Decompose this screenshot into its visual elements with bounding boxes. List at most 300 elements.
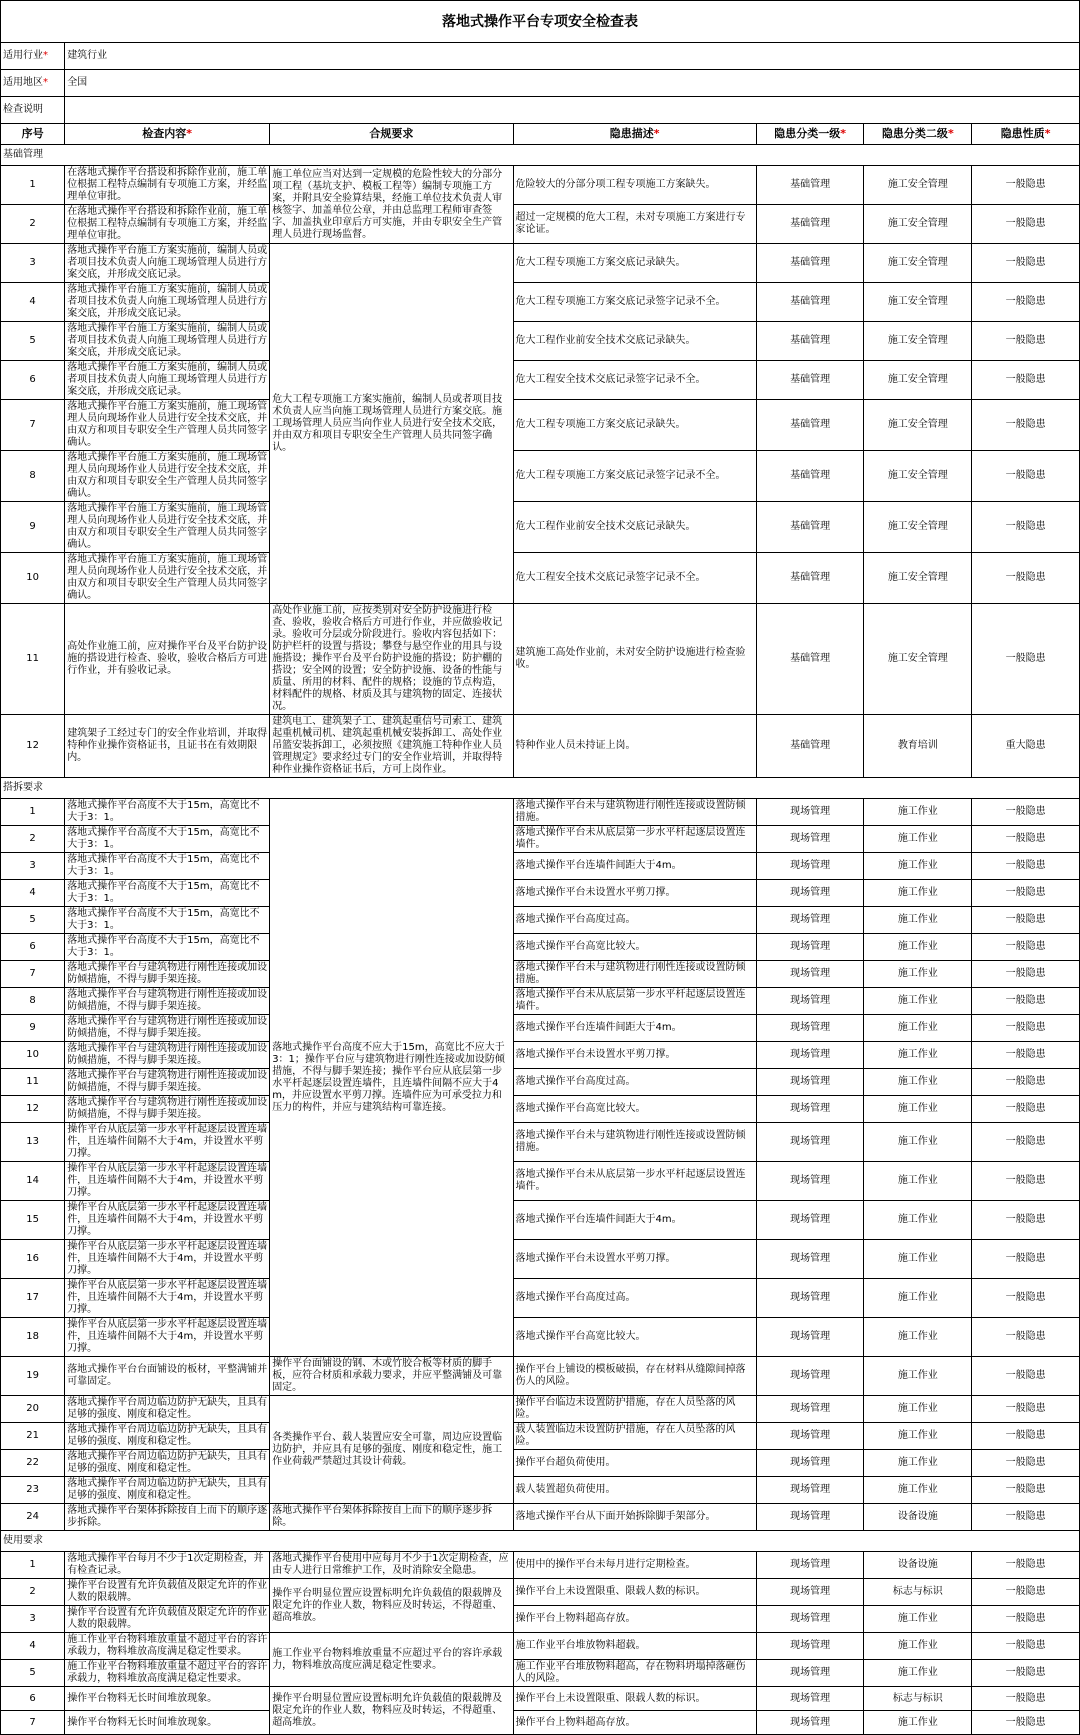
hazard-nature: 一般隐患 (972, 1477, 1080, 1504)
hazard-category-2: 施工作业 (864, 853, 972, 880)
meta-label (1, 70, 65, 97)
check-content: 落地式操作平台与建筑物进行刚性连接或加设防倾措施，不得与脚手架连接。 (65, 1069, 270, 1096)
table-row (1, 1069, 1080, 1096)
column-header (270, 124, 513, 145)
hazard-description: 危大工程安全技术交底记录签字记录不全。 (513, 553, 756, 604)
row-number: 5 (1, 322, 65, 361)
table-row (1, 1096, 1080, 1123)
hazard-nature: 一般隐患 (972, 244, 1080, 283)
hazard-description: 超过一定规模的危大工程，未对专项施工方案进行专家论证。 (513, 205, 756, 244)
hazard-description: 落地式操作平台未从底层第一步水平杆起逐层设置连墙件。 (513, 988, 756, 1015)
table-row (1, 283, 1080, 322)
row-number: 5 (1, 1660, 65, 1687)
compliance-requirement: 危大工程专项施工方案实施前，编制人员或者项目技术负责人应当向施工现场管理人员进行方案交底。施工现场管理人员应当向作业人员进行安全技术交底，并由双方和项目专职安全生产管理人员共同签字确认。 (270, 244, 513, 604)
hazard-category-2: 施工作业 (864, 1069, 972, 1096)
table-row (1, 322, 1080, 361)
row-number: 6 (1, 361, 65, 400)
hazard-description: 危大工程专项施工方案交底记录签字记录不全。 (513, 283, 756, 322)
row-number: 6 (1, 934, 65, 961)
hazard-category-2: 施工作业 (864, 880, 972, 907)
hazard-category-1: 基础管理 (756, 244, 864, 283)
check-content: 操作平台从底层第一步水平杆起逐层设置连墙件，且连墙件间隔不大于4m，并设置水平剪刀撑。 (65, 1318, 270, 1357)
hazard-nature: 一般隐患 (972, 205, 1080, 244)
hazard-description: 落地式操作平台高度过高。 (513, 1279, 756, 1318)
column-header-text: 隐患分类一级 (774, 127, 841, 140)
row-number: 19 (1, 1357, 65, 1396)
hazard-nature: 一般隐患 (972, 322, 1080, 361)
table-row (1, 934, 1080, 961)
hazard-category-2: 施工安全管理 (864, 166, 972, 205)
hazard-nature: 一般隐患 (972, 1162, 1080, 1201)
hazard-category-2: 施工安全管理 (864, 244, 972, 283)
row-number: 18 (1, 1318, 65, 1357)
meta-row (1, 70, 1080, 97)
hazard-category-1: 基础管理 (756, 715, 864, 778)
hazard-category-1: 现场管理 (756, 1633, 864, 1660)
header-required-mark: * (653, 127, 660, 140)
hazard-category-1: 基础管理 (756, 205, 864, 244)
table-row (1, 1450, 1080, 1477)
hazard-category-2: 施工作业 (864, 1201, 972, 1240)
hazard-category-2: 施工作业 (864, 1240, 972, 1279)
hazard-nature: 一般隐患 (972, 1711, 1080, 1735)
hazard-nature: 一般隐患 (972, 1069, 1080, 1096)
check-content: 施工作业平台物料堆放重量不超过平台的容许承载力，物料堆放高度满足稳定性要求。 (65, 1633, 270, 1660)
hazard-category-2: 施工安全管理 (864, 205, 972, 244)
hazard-category-2: 施工安全管理 (864, 283, 972, 322)
header-required-mark: * (947, 127, 954, 140)
hazard-description: 落地式操作平台从下面开始拆除脚手架部分。 (513, 1504, 756, 1531)
row-number: 7 (1, 1711, 65, 1735)
table-row (1, 1660, 1080, 1687)
row-number: 20 (1, 1396, 65, 1423)
table-row (1, 1552, 1080, 1579)
row-number: 4 (1, 283, 65, 322)
check-content: 落地式操作平台施工方案实施前，编制人员或者项目技术负责人向施工现场管理人员进行方案交底，并形成交底记录。 (65, 361, 270, 400)
check-content: 落地式操作平台施工方案实施前，施工现场管理人员向现场作业人员进行安全技术交底，并由双方和项目专职安全生产管理人员共同签字确认。 (65, 553, 270, 604)
hazard-category-1: 现场管理 (756, 1579, 864, 1606)
hazard-nature: 一般隐患 (972, 1606, 1080, 1633)
row-number: 7 (1, 400, 65, 451)
check-content: 落地式操作平台高度不大于15m，高宽比不大于3：1。 (65, 934, 270, 961)
table-row (1, 502, 1080, 553)
check-content: 落地式操作平台施工方案实施前，编制人员或者项目技术负责人向施工现场管理人员进行方案交底，并形成交底记录。 (65, 244, 270, 283)
hazard-category-1: 现场管理 (756, 1660, 864, 1687)
column-header-text: 隐患分类二级 (881, 127, 948, 140)
hazard-category-2: 施工作业 (864, 1633, 972, 1660)
hazard-nature: 一般隐患 (972, 1423, 1080, 1450)
row-number: 14 (1, 1162, 65, 1201)
hazard-description: 操作平台上未设置限重、限载人数的标识。 (513, 1579, 756, 1606)
hazard-category-1: 基础管理 (756, 400, 864, 451)
hazard-category-1: 现场管理 (756, 1240, 864, 1279)
check-content: 落地式操作平台高度不大于15m，高宽比不大于3：1。 (65, 880, 270, 907)
table-row (1, 1423, 1080, 1450)
table-row (1, 1042, 1080, 1069)
section-row (1, 1531, 1080, 1552)
hazard-category-2: 施工作业 (864, 988, 972, 1015)
hazard-nature: 一般隐患 (972, 961, 1080, 988)
table-row (1, 880, 1080, 907)
hazard-category-2: 施工安全管理 (864, 361, 972, 400)
hazard-description: 载人装置临边未设置防护措施，存在人员坠落的风险。 (513, 1423, 756, 1450)
section-title: 搭拆要求 (1, 778, 1080, 799)
hazard-description: 操作平台上物料超高存放。 (513, 1711, 756, 1735)
row-number: 1 (1, 1552, 65, 1579)
hazard-description: 落地式操作平台连墙件间距大于4m。 (513, 1015, 756, 1042)
column-header (65, 124, 270, 145)
hazard-description: 操作平台超负荷使用。 (513, 1450, 756, 1477)
page-title: 落地式操作平台专项安全检查表 (1, 1, 1080, 43)
table-row (1, 1318, 1080, 1357)
hazard-description: 危大工程专项施工方案交底记录签字记录不全。 (513, 451, 756, 502)
meta-required-mark: * (43, 50, 48, 61)
header-row (1, 124, 1080, 145)
table-row (1, 1606, 1080, 1633)
hazard-description: 落地式操作平台未与建筑物进行刚性连接或设置防倾措施。 (513, 961, 756, 988)
hazard-category-2: 施工安全管理 (864, 553, 972, 604)
row-number: 4 (1, 1633, 65, 1660)
hazard-category-1: 现场管理 (756, 1318, 864, 1357)
hazard-nature: 一般隐患 (972, 1504, 1080, 1531)
hazard-category-1: 现场管理 (756, 961, 864, 988)
table-row (1, 451, 1080, 502)
table-row (1, 361, 1080, 400)
row-number: 17 (1, 1279, 65, 1318)
row-number: 11 (1, 1069, 65, 1096)
column-header (864, 124, 972, 145)
hazard-nature: 重大隐患 (972, 715, 1080, 778)
hazard-description: 施工作业平台堆放物料超高，存在物料坍塌掉落砸伤人的风险。 (513, 1660, 756, 1687)
table-row (1, 853, 1080, 880)
hazard-nature: 一般隐患 (972, 1357, 1080, 1396)
column-header-text: 隐患描述 (609, 127, 654, 140)
row-number: 8 (1, 451, 65, 502)
check-content: 操作平台从底层第一步水平杆起逐层设置连墙件，且连墙件间隔不大于4m，并设置水平剪刀撑。 (65, 1201, 270, 1240)
hazard-description: 落地式操作平台未与建筑物进行刚性连接或设置防倾措施。 (513, 1123, 756, 1162)
hazard-nature: 一般隐患 (972, 880, 1080, 907)
hazard-description: 载人装置超负荷使用。 (513, 1477, 756, 1504)
header-required-mark: * (1044, 127, 1051, 140)
compliance-requirement: 落地式操作平台使用中应每月不少于1次定期检查，应由专人进行日常维护工作，及时消除安全隐患。 (270, 1552, 513, 1579)
hazard-category-1: 现场管理 (756, 934, 864, 961)
hazard-nature: 一般隐患 (972, 166, 1080, 205)
check-content: 在落地式操作平台搭设和拆除作业前，施工单位根据工程特点编制有专项施工方案，并经监理单位审批。 (65, 166, 270, 205)
hazard-category-2: 施工作业 (864, 907, 972, 934)
compliance-requirement: 落地式操作平台架体拆除按自上而下的顺序逐步拆除。 (270, 1504, 513, 1531)
row-number: 3 (1, 1606, 65, 1633)
check-content: 落地式操作平台施工方案实施前，编制人员或者项目技术负责人向施工现场管理人员进行方案交底，并形成交底记录。 (65, 322, 270, 361)
check-content: 操作平台物料无长时间堆放现象。 (65, 1687, 270, 1711)
check-content: 落地式操作平台每月不少于1次定期检查，并有检查记录。 (65, 1552, 270, 1579)
hazard-description: 落地式操作平台高度过高。 (513, 1069, 756, 1096)
meta-label-text: 适用行业 (3, 50, 43, 61)
column-header (756, 124, 864, 145)
check-content: 落地式操作平台周边临边防护无缺失，且具有足够的强度、刚度和稳定性。 (65, 1450, 270, 1477)
hazard-nature: 一般隐患 (972, 1201, 1080, 1240)
section-row (1, 778, 1080, 799)
hazard-nature: 一般隐患 (972, 1396, 1080, 1423)
hazard-category-2: 施工作业 (864, 1396, 972, 1423)
hazard-description: 施工作业平台堆放物料超载。 (513, 1633, 756, 1660)
hazard-nature: 一般隐患 (972, 1015, 1080, 1042)
hazard-nature: 一般隐患 (972, 799, 1080, 826)
check-content: 施工作业平台物料堆放重量不超过平台的容许承载力，物料堆放高度满足稳定性要求。 (65, 1660, 270, 1687)
table-row (1, 907, 1080, 934)
hazard-category-1: 现场管理 (756, 1279, 864, 1318)
compliance-requirement: 各类操作平台、载人装置应安全可靠，周边应设置临边防护，并应具有足够的强度、刚度和稳定性，施工作业荷载严禁超过其设计荷载。 (270, 1396, 513, 1504)
check-content: 落地式操作平台高度不大于15m，高宽比不大于3：1。 (65, 826, 270, 853)
hazard-category-2: 施工作业 (864, 1318, 972, 1357)
hazard-nature: 一般隐患 (972, 1279, 1080, 1318)
check-content: 在落地式操作平台搭设和拆除作业前，施工单位根据工程特点编制有专项施工方案，并经监理单位审批。 (65, 205, 270, 244)
hazard-nature: 一般隐患 (972, 907, 1080, 934)
hazard-category-1: 现场管理 (756, 1504, 864, 1531)
hazard-nature: 一般隐患 (972, 1687, 1080, 1711)
hazard-category-1: 现场管理 (756, 1687, 864, 1711)
row-number: 9 (1, 1015, 65, 1042)
hazard-category-1: 现场管理 (756, 1201, 864, 1240)
table-row (1, 1579, 1080, 1606)
meta-label (1, 43, 65, 70)
hazard-description: 操作平台上未设置限重、限载人数的标识。 (513, 1687, 756, 1711)
hazard-category-1: 现场管理 (756, 1162, 864, 1201)
hazard-nature: 一般隐患 (972, 1660, 1080, 1687)
compliance-requirement: 施工作业平台物料堆放重量不应超过平台的容许承载力，物料堆放高度应满足稳定性要求。 (270, 1633, 513, 1687)
row-number: 1 (1, 799, 65, 826)
hazard-category-1: 基础管理 (756, 553, 864, 604)
check-content: 操作平台物料无长时间堆放现象。 (65, 1711, 270, 1735)
check-content: 落地式操作平台与建筑物进行刚性连接或加设防倾措施，不得与脚手架连接。 (65, 1015, 270, 1042)
hazard-category-2: 施工作业 (864, 1015, 972, 1042)
table-row (1, 1504, 1080, 1531)
table-row (1, 1201, 1080, 1240)
check-content: 落地式操作平台高度不大于15m，高宽比不大于3：1。 (65, 853, 270, 880)
row-number: 15 (1, 1201, 65, 1240)
hazard-nature: 一般隐患 (972, 826, 1080, 853)
hazard-category-2: 施工安全管理 (864, 502, 972, 553)
hazard-nature: 一般隐患 (972, 1096, 1080, 1123)
hazard-category-2: 施工作业 (864, 1123, 972, 1162)
column-header-text: 检查内容 (142, 127, 187, 140)
row-number: 7 (1, 961, 65, 988)
compliance-requirement: 高处作业施工前，应按类别对安全防护设施进行检查、验收，验收合格后方可进行作业，并应做验收记录。验收可分层或分阶段进行。验收内容包括如下：防护栏杆的设置与搭设；攀登与悬空作业的用具与设施搭设；操作平台及平台防护设施的搭设；防护棚的搭设；安全网的设置；安全防护设施、设备的性能与质量、所用的材料、配件的规格；设施的节点构造，材料配件的规格、材质及其与建筑物的固定、连接状况。 (270, 604, 513, 715)
hazard-description: 危大工程专项施工方案交底记录缺失。 (513, 400, 756, 451)
hazard-category-1: 基础管理 (756, 361, 864, 400)
meta-row (1, 43, 1080, 70)
row-number: 2 (1, 826, 65, 853)
meta-value: 全国 (65, 70, 1080, 97)
hazard-nature: 一般隐患 (972, 361, 1080, 400)
row-number: 6 (1, 1687, 65, 1711)
row-number: 4 (1, 880, 65, 907)
section-title: 基础管理 (1, 145, 1080, 166)
column-header (972, 124, 1080, 145)
row-number: 5 (1, 907, 65, 934)
hazard-category-1: 现场管理 (756, 1096, 864, 1123)
hazard-description: 落地式操作平台未从底层第一步水平杆起逐层设置连墙件。 (513, 826, 756, 853)
hazard-category-1: 现场管理 (756, 1396, 864, 1423)
hazard-nature: 一般隐患 (972, 553, 1080, 604)
hazard-description: 使用中的操作平台未每月进行定期检查。 (513, 1552, 756, 1579)
hazard-nature: 一般隐患 (972, 853, 1080, 880)
hazard-category-1: 基础管理 (756, 451, 864, 502)
check-content: 操作平台设置有允许负载值及限定允许的作业人数的限载牌。 (65, 1606, 270, 1633)
hazard-category-2: 设备设施 (864, 1552, 972, 1579)
hazard-category-1: 现场管理 (756, 826, 864, 853)
row-number: 22 (1, 1450, 65, 1477)
hazard-category-1: 现场管理 (756, 907, 864, 934)
row-number: 21 (1, 1423, 65, 1450)
hazard-nature: 一般隐患 (972, 1633, 1080, 1660)
row-number: 2 (1, 205, 65, 244)
row-number: 1 (1, 166, 65, 205)
table-row (1, 988, 1080, 1015)
hazard-category-1: 现场管理 (756, 1042, 864, 1069)
hazard-category-2: 施工安全管理 (864, 604, 972, 715)
compliance-requirement: 落地式操作平台高度不应大于15m，高宽比不应大于3：1；操作平台应与建筑物进行刚性连接或加设防倾措施，不得与脚手架连接；操作平台应从底层第一步水平杆起逐层设置连墙件，且连墙件间隔不应大于4m，并应设置水平剪刀撑。连墙件应为可承受拉力和压力的构件，并应与建筑结构可靠连接。 (270, 799, 513, 1357)
table-row (1, 1015, 1080, 1042)
table-row (1, 1162, 1080, 1201)
hazard-category-2: 施工作业 (864, 1042, 972, 1069)
check-content: 落地式操作平台施工方案实施前，施工现场管理人员向现场作业人员进行安全技术交底，并由双方和项目专职安全生产管理人员共同签字确认。 (65, 400, 270, 451)
check-content: 高处作业施工前，应对操作平台及平台防护设施的搭设进行检查、验收，验收合格后方可进行作业，并有验收记录。 (65, 604, 270, 715)
hazard-description: 落地式操作平台未从底层第一步水平杆起逐层设置连墙件。 (513, 1162, 756, 1201)
hazard-category-1: 现场管理 (756, 1450, 864, 1477)
meta-value (65, 97, 1080, 124)
section-title: 使用要求 (1, 1531, 1080, 1552)
hazard-category-2: 施工作业 (864, 1162, 972, 1201)
table-row (1, 715, 1080, 778)
hazard-category-1: 现场管理 (756, 1123, 864, 1162)
hazard-category-2: 施工作业 (864, 1357, 972, 1396)
hazard-nature: 一般隐患 (972, 1579, 1080, 1606)
hazard-category-1: 基础管理 (756, 166, 864, 205)
hazard-category-2: 设备设施 (864, 1504, 972, 1531)
hazard-category-1: 现场管理 (756, 1015, 864, 1042)
hazard-description: 落地式操作平台未设置水平剪刀撑。 (513, 1240, 756, 1279)
hazard-nature: 一般隐患 (972, 400, 1080, 451)
compliance-requirement: 施工单位应当对达到一定规模的危险性较大的分部分项工程（基坑支护、模板工程等）编制专项施工方案，并附具安全验算结果，经施工单位技术负责人审核签字、加盖单位公章，并由总监理工程师审查签字、加盖执业印章后方可实施，并由专职安全生产管理人员进行现场监督。 (270, 166, 513, 244)
meta-row (1, 97, 1080, 124)
table-row (1, 1123, 1080, 1162)
row-number: 8 (1, 988, 65, 1015)
meta-required-mark: * (43, 77, 48, 88)
compliance-requirement: 建筑电工、建筑架子工、建筑起重信号司索工、建筑起重机械司机、建筑起重机械安装拆卸工、高处作业吊篮安装拆卸工，必须按照《建筑施工特种作业人员管理规定》要求经过专门的安全作业培训，并取得特种作业操作资格证书后，方可上岗作业。 (270, 715, 513, 778)
check-content: 操作平台从底层第一步水平杆起逐层设置连墙件，且连墙件间隔不大于4m，并设置水平剪刀撑。 (65, 1123, 270, 1162)
row-number: 9 (1, 502, 65, 553)
check-content: 落地式操作平台施工方案实施前，施工现场管理人员向现场作业人员进行安全技术交底，并由双方和项目专职安全生产管理人员共同签字确认。 (65, 451, 270, 502)
check-content: 操作平台从底层第一步水平杆起逐层设置连墙件，且连墙件间隔不大于4m，并设置水平剪刀撑。 (65, 1240, 270, 1279)
row-number: 10 (1, 1042, 65, 1069)
table-row (1, 1240, 1080, 1279)
hazard-description: 操作平台上物料超高存放。 (513, 1606, 756, 1633)
hazard-nature: 一般隐患 (972, 1552, 1080, 1579)
hazard-description: 落地式操作平台高宽比较大。 (513, 1318, 756, 1357)
check-content: 落地式操作平台周边临边防护无缺失，且具有足够的强度、刚度和稳定性。 (65, 1423, 270, 1450)
meta-label-text: 适用地区 (3, 77, 43, 88)
row-number: 13 (1, 1123, 65, 1162)
hazard-category-2: 施工作业 (864, 826, 972, 853)
hazard-nature: 一般隐患 (972, 451, 1080, 502)
meta-label (1, 97, 65, 124)
hazard-category-1: 现场管理 (756, 1711, 864, 1735)
hazard-description: 落地式操作平台未与建筑物进行刚性连接或设置防倾措施。 (513, 799, 756, 826)
row-number: 3 (1, 244, 65, 283)
table-row (1, 1279, 1080, 1318)
hazard-description: 落地式操作平台高度过高。 (513, 907, 756, 934)
hazard-nature: 一般隐患 (972, 604, 1080, 715)
check-content: 建筑架子工经过专门的安全作业培训，并取得特种作业操作资格证书，且证书在有效期限内。 (65, 715, 270, 778)
hazard-category-1: 基础管理 (756, 283, 864, 322)
hazard-category-2: 施工作业 (864, 961, 972, 988)
hazard-category-1: 现场管理 (756, 1477, 864, 1504)
hazard-description: 操作平台临边未设置防护措施，存在人员坠落的风险。 (513, 1396, 756, 1423)
hazard-description: 落地式操作平台连墙件间距大于4m。 (513, 1201, 756, 1240)
header-required-mark: * (186, 127, 193, 140)
hazard-category-1: 现场管理 (756, 880, 864, 907)
hazard-category-1: 现场管理 (756, 1552, 864, 1579)
compliance-requirement: 操作平台明显位置应设置标明允许负载值的限载牌及限定允许的作业人数，物料应及时转运，不得超重、超高堆放。 (270, 1687, 513, 1735)
hazard-category-2: 施工作业 (864, 934, 972, 961)
row-number: 16 (1, 1240, 65, 1279)
hazard-category-2: 施工安全管理 (864, 451, 972, 502)
hazard-category-2: 施工作业 (864, 1450, 972, 1477)
hazard-description: 建筑施工高处作业前，未对安全防护设施进行检查验收。 (513, 604, 756, 715)
hazard-description: 落地式操作平台高宽比较大。 (513, 1096, 756, 1123)
hazard-category-1: 现场管理 (756, 1069, 864, 1096)
hazard-category-2: 施工作业 (864, 1660, 972, 1687)
column-header-text: 隐患性质 (1000, 127, 1045, 140)
hazard-category-2: 施工作业 (864, 1711, 972, 1735)
table-row (1, 1711, 1080, 1735)
check-content: 落地式操作平台台面铺设的板材，平整满铺并可靠固定。 (65, 1357, 270, 1396)
hazard-category-2: 标志与标识 (864, 1687, 972, 1711)
hazard-description: 落地式操作平台未设置水平剪刀撑。 (513, 1042, 756, 1069)
check-content: 落地式操作平台施工方案实施前，施工现场管理人员向现场作业人员进行安全技术交底，并由双方和项目专职安全生产管理人员共同签字确认。 (65, 502, 270, 553)
table-row (1, 799, 1080, 826)
table-row (1, 961, 1080, 988)
hazard-category-2: 施工作业 (864, 799, 972, 826)
hazard-category-2: 教育培训 (864, 715, 972, 778)
hazard-category-2: 施工作业 (864, 1423, 972, 1450)
hazard-category-1: 基础管理 (756, 502, 864, 553)
hazard-nature: 一般隐患 (972, 1042, 1080, 1069)
check-content: 落地式操作平台架体拆除按自上而下的顺序逐步拆除。 (65, 1504, 270, 1531)
table-row (1, 553, 1080, 604)
check-content: 操作平台从底层第一步水平杆起逐层设置连墙件，且连墙件间隔不大于4m，并设置水平剪刀撑。 (65, 1279, 270, 1318)
table-row (1, 166, 1080, 205)
hazard-nature: 一般隐患 (972, 1123, 1080, 1162)
hazard-category-2: 施工作业 (864, 1477, 972, 1504)
hazard-description: 落地式操作平台未设置水平剪刀撑。 (513, 880, 756, 907)
column-header-text: 合规要求 (369, 127, 414, 140)
check-content: 落地式操作平台高度不大于15m，高宽比不大于3：1。 (65, 799, 270, 826)
hazard-category-2: 标志与标识 (864, 1579, 972, 1606)
table-row (1, 1477, 1080, 1504)
column-header-text: 序号 (21, 127, 44, 140)
hazard-description: 危大工程专项施工方案交底记录缺失。 (513, 244, 756, 283)
hazard-category-1: 现场管理 (756, 853, 864, 880)
check-content: 落地式操作平台与建筑物进行刚性连接或加设防倾措施，不得与脚手架连接。 (65, 1042, 270, 1069)
row-number: 11 (1, 604, 65, 715)
compliance-requirement: 操作平台面铺设的钢、木或竹胶合板等材质的脚手板，应符合材质和承载力要求，并应平整满铺及可靠固定。 (270, 1357, 513, 1396)
hazard-category-1: 现场管理 (756, 1357, 864, 1396)
hazard-description: 落地式操作平台连墙件间距大于4m。 (513, 853, 756, 880)
row-number: 12 (1, 715, 65, 778)
row-number: 2 (1, 1579, 65, 1606)
table-row (1, 826, 1080, 853)
